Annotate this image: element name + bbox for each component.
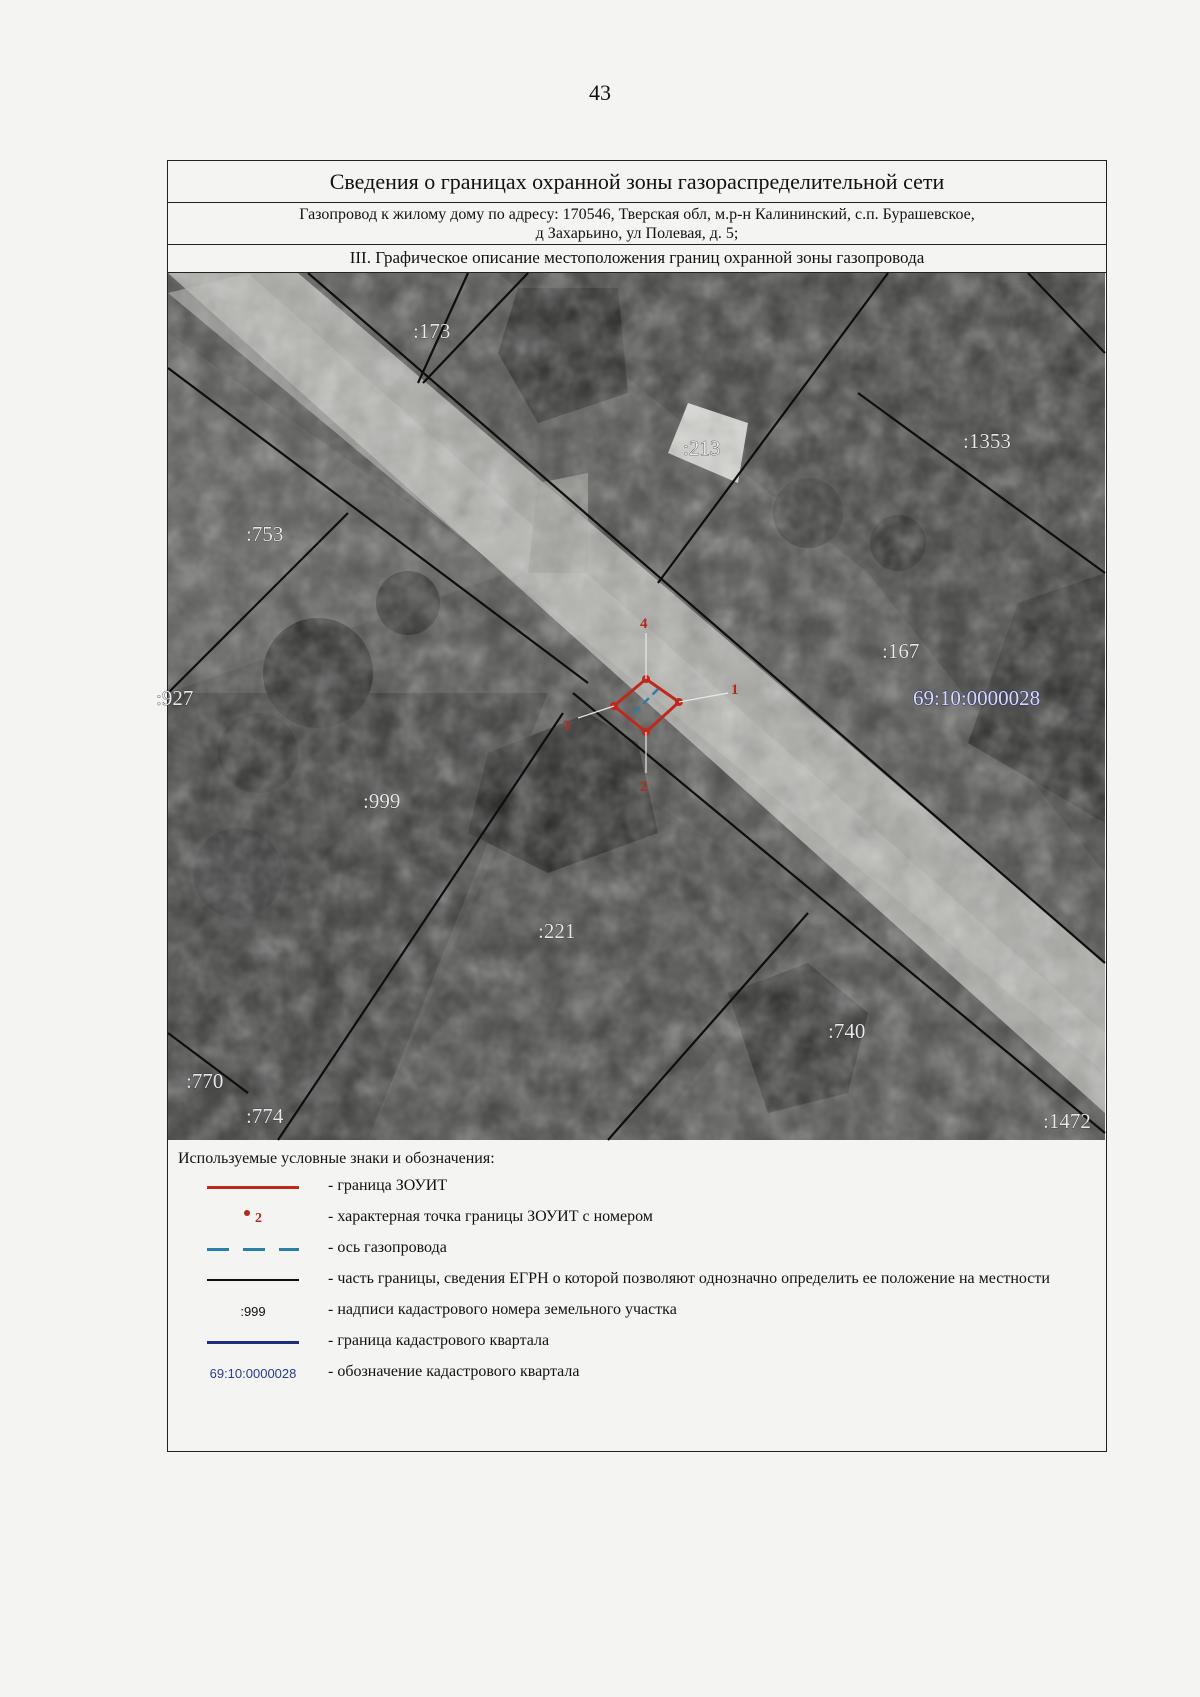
parcel-label-770: :770 — [186, 1069, 224, 1093]
parcel-label-1353: :1353 — [963, 429, 1011, 453]
parcel-label-173: :173 — [413, 319, 451, 343]
document-frame — [156, 160, 1107, 1452]
point-label-3: 3 — [563, 718, 571, 734]
legend-item-gas-axis — [178, 1238, 1094, 1260]
legend-symbol — [178, 1238, 328, 1260]
legend-symbol — [178, 1300, 328, 1322]
parcel-label-753: :753 — [246, 522, 284, 546]
parcel-label-740: :740 — [828, 1019, 866, 1043]
legend-symbol — [178, 1176, 328, 1198]
blue-dash-line-icon — [207, 1248, 299, 1251]
legend-item-quarter-boundary — [178, 1331, 1094, 1353]
legend — [168, 1140, 1106, 1384]
legend-item-parcel-label — [178, 1300, 1094, 1322]
legend-text: - обозначение кадастрового квартала — [328, 1363, 580, 1380]
legend-text: - граница кадастрового квартала — [328, 1332, 550, 1349]
legend-text: - граница ЗОУИТ — [328, 1177, 448, 1194]
parcel-label-927: :927 — [156, 686, 194, 710]
legend-item-boundary-point — [178, 1207, 1094, 1229]
legend-symbol — [178, 1331, 328, 1353]
legend-item-parcel-boundary — [178, 1269, 1094, 1291]
parcel-label-774: :774 — [246, 1104, 284, 1128]
parcel-label-221: :221 — [538, 919, 576, 943]
parcel-label-1472: :1472 — [1043, 1109, 1091, 1133]
object-description — [168, 203, 1106, 245]
quarter-label: 69:10:0000028 — [913, 686, 1041, 710]
object-address-line-1: Газопровод к жилому дому по адресу: 170546, Тверская обл, м.р-н Калининский, с.п. Бурашевское, — [299, 206, 975, 223]
legend-text: - ось газопровода — [328, 1239, 447, 1256]
legend-text: - характерная точка границы ЗОУИТ с номером — [328, 1208, 653, 1225]
legend-title: Используемые условные знаки и обозначения: — [178, 1150, 495, 1167]
legend-text: - надписи кадастрового номера земельного участка — [328, 1301, 677, 1318]
quarter-label-sample: 69:10:0000028 — [209, 1365, 297, 1381]
parcel-label-sample: :999 — [240, 1303, 266, 1319]
parcel-label-167: :167 — [882, 639, 920, 663]
parcel-label-999: :999 — [363, 789, 401, 813]
parcel-label-213: :213 — [683, 436, 721, 460]
map-canvas — [156, 273, 1105, 1140]
section-title: III. Графическое описание местоположения границ охранной зоны газопровода — [168, 245, 1106, 273]
document-title: Сведения о границах охранной зоны газораспределительной сети — [168, 161, 1106, 203]
legend-text: - часть границы, сведения ЕГРН о которой позволяют однозначно определить ее положение на местности — [328, 1270, 1050, 1287]
red-line-icon — [207, 1186, 299, 1189]
legend-symbol — [178, 1269, 328, 1291]
point-marker-icon — [244, 1210, 262, 1227]
legend-item-zone-boundary — [178, 1176, 1094, 1198]
point-marker-number: 2 — [255, 1210, 262, 1226]
aerial-map — [156, 273, 1105, 1140]
black-line-icon — [207, 1279, 299, 1281]
page-number: 43 — [589, 80, 611, 105]
point-label-1: 1 — [731, 682, 739, 698]
point-label-4: 4 — [640, 616, 648, 632]
navy-line-icon — [207, 1341, 299, 1344]
legend-symbol — [178, 1362, 328, 1384]
legend-item-quarter-label — [178, 1362, 1094, 1384]
legend-symbol — [178, 1207, 328, 1229]
object-address-line-2: д Захарьино, ул Полевая, д. 5; — [535, 225, 739, 242]
point-label-2: 2 — [640, 779, 648, 795]
